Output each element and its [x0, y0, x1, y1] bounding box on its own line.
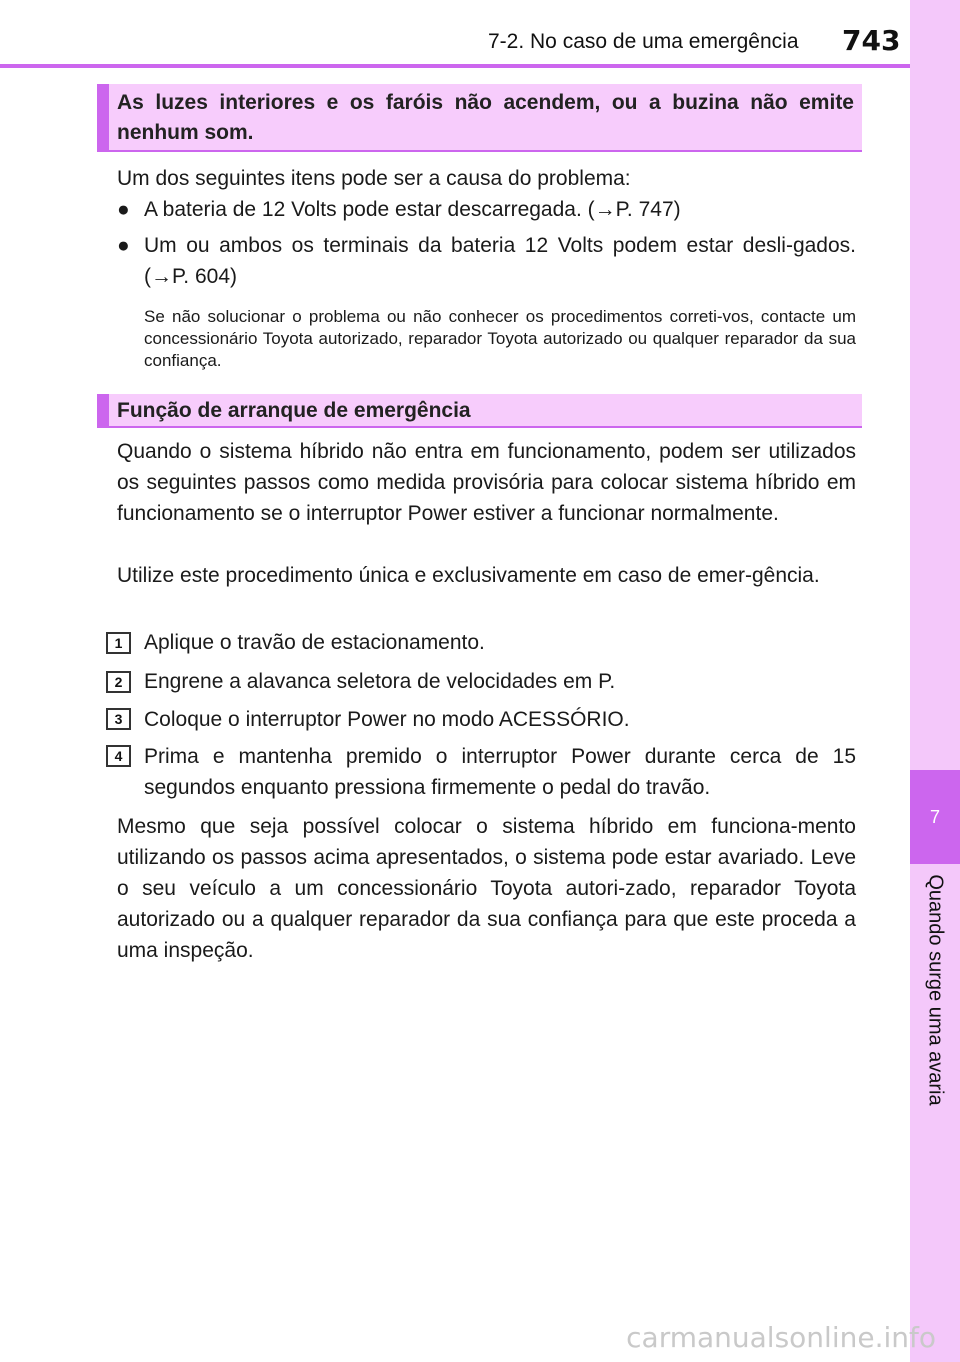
section2-intro-usage: Utilize este procedimento única e exclusivamente em caso de emer-gência.: [117, 564, 820, 587]
section1-intro: Um dos seguintes itens pode ser a causa do problema:: [117, 167, 631, 190]
chapter-number: 7: [929, 807, 940, 827]
bullet-item: A bateria de 12 Volts pode estar descarregada. (→P. 747): [144, 198, 681, 221]
step-text: Coloque o interruptor Power no modo ACESSÓRIO.: [144, 708, 630, 731]
header-divider: [0, 64, 910, 68]
step-text: Prima e mantenha premido o interruptor Power durante cerca de 15 segundos enquanto pressiona firmemente o pedal do travão.: [144, 745, 856, 799]
page-number: 743: [842, 24, 901, 57]
step-number-badge: 3: [106, 708, 131, 730]
step-text: Aplique o travão de estacionamento.: [144, 631, 485, 654]
section1-note: Se não solucionar o problema ou não conhecer os procedimentos correti-vos, contacte um concessionário Toyota autorizado, reparador Toyota autorizado ou qualquer reparador da sua confiança.: [144, 307, 856, 370]
section-heading-emergency-start: Função de arranque de emergência: [97, 394, 862, 428]
section2-closing: Mesmo que seja possível colocar o sistema híbrido em funciona-mento utilizando os passos acima apresentados, o sistema pode estar avariado. Leve o seu veículo a um concessionário Toyota autori-zado, reparador Toyota autorizado ou a qualquer reparador da sua confiança para que este proceda a uma inspeção.: [117, 815, 856, 962]
step-text: Engrene a alavanca seletora de velocidades em P.: [144, 670, 616, 693]
bullet-item: Um ou ambos os terminais da bateria 12 Volts podem estar desli-gados. (→P. 604): [144, 234, 856, 288]
watermark: carmanualsonline.info: [626, 1321, 936, 1354]
step-number-badge: 1: [106, 632, 131, 654]
chapter-title-vertical: Quando surge uma avaria: [924, 874, 947, 1106]
step-number-badge: 2: [106, 671, 131, 693]
bullet-icon: ●: [117, 198, 130, 221]
bullet-icon: ●: [117, 234, 130, 257]
section2-intro: Quando o sistema híbrido não entra em funcionamento, podem ser utilizados os seguintes passos como medida provisória para colocar sistema híbrido em funcionamento se o interruptor Power estiver a funcionar normalmente.: [117, 440, 856, 525]
step-number-badge: 4: [106, 745, 131, 767]
section-heading-lights-horn: As luzes interiores e os faróis não acendem, ou a buzina não emite nenhum som.: [97, 84, 862, 152]
running-header-section: 7-2. No caso de uma emergência: [488, 30, 799, 53]
